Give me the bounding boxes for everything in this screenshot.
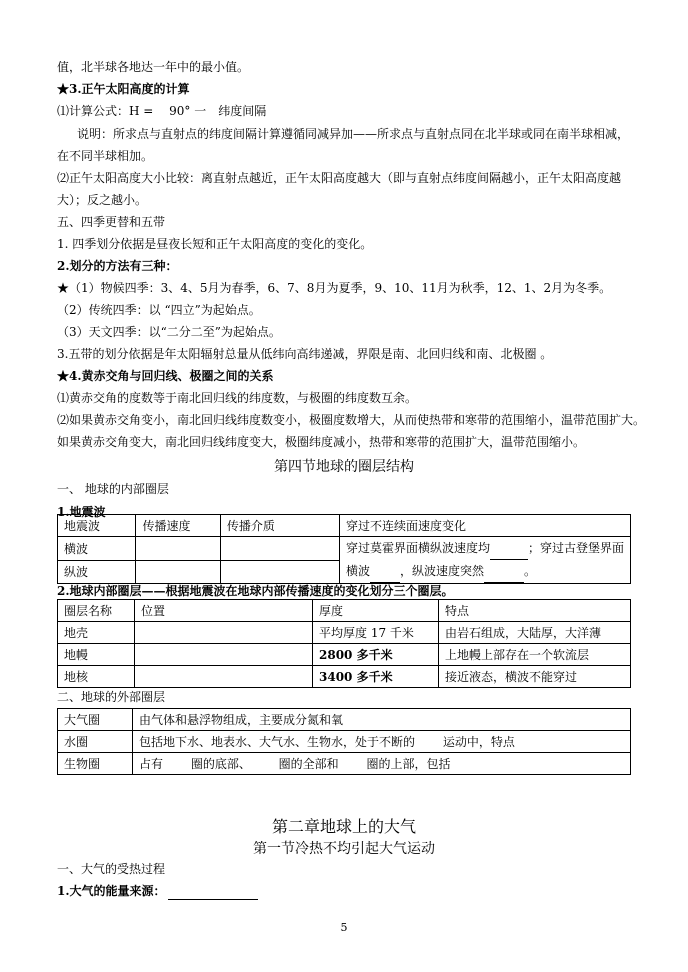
text-line: ⑵如果黄赤交角变小，南北回归线纬度数变小，极圈度数增大，从而使热带和寒带的范围缩小，温带范围扩大。 [57, 413, 646, 427]
section-title: 第四节地球的圈层结构 [274, 459, 414, 475]
text-line: 3.五带的划分依据是年太阳辐射总量从低纬向高纬递减，界限是南、北回归线和南、北极圈 。 [57, 347, 553, 361]
table-cell: 3400 多千米 [313, 666, 439, 688]
outer-layers-table [57, 708, 631, 775]
table-cell: 大气圈 [58, 709, 133, 731]
table-cell: 生物圈 [58, 753, 133, 775]
heading-seismic-waves: 1.地震波 [57, 505, 106, 519]
table-header: 圈层名称 [58, 600, 135, 622]
table-cell: 接近液态，横波不能穿过 [439, 666, 631, 688]
table-header: 传播介质 [220, 515, 339, 537]
text-line: ★4.黄赤交角与回归线、极圈之间的关系 [57, 369, 274, 383]
table-cell: 包括地下水、地表水、大气水、生物水，处于不断的 运动中，特点 [133, 731, 631, 753]
table-cell: 纵波 [58, 560, 136, 584]
blank-cell [136, 537, 220, 561]
text-line: 在不同半球相加。 [57, 149, 154, 163]
table-cell: 平均厚度 17 千米 [313, 622, 439, 644]
table-header: 地震波 [58, 515, 136, 537]
table-header: 穿过不连续面速度变化 [339, 515, 630, 537]
table-cell: 横波 [58, 537, 136, 561]
chapter-title: 第二章地球上的大气 [271, 817, 416, 836]
heading-inner-structure: 2.地球内部圈层——根据地震波在地球内部传播速度的变化划分三个圈层。 [57, 584, 454, 598]
table-cell: 水圈 [58, 731, 133, 753]
text-line: 2.划分的方法有三种： [57, 259, 178, 273]
table-cell: 地幔 [58, 644, 135, 666]
heading-outer-layers: 二、地球的外部圈层 [57, 690, 166, 704]
table-header: 特点 [439, 600, 631, 622]
table-header: 厚度 [313, 600, 439, 622]
text-line: ⑴黄赤交角的度数等于南北回归线的纬度数，与极圈的纬度数互余。 [57, 391, 418, 405]
text-line: （3）天文四季：以“二分二至”为起始点。 [57, 325, 281, 339]
blank-cell [135, 666, 313, 688]
text-line: ⑵正午太阳高度大小比较：离直射点越近，正午太阳高度越大（即与直射点纬度间隔越小，正午太阳高度越 [57, 171, 622, 185]
text-line: （2）传统四季：以 “四立”为起始点。 [57, 303, 261, 317]
heading-heating-process: 一、大气的受热过程 [57, 862, 166, 876]
text-line: ⑴计算公式：H = 90° 一 纬度间隔 [57, 104, 267, 118]
blank-cell [220, 537, 339, 561]
blank-cell [135, 644, 313, 666]
table-cell: 由气体和悬浮物组成，主要成分氮和氧 [133, 709, 631, 731]
page-number: 5 [340, 921, 348, 934]
text-line: 1. 四季划分依据是昼夜长短和正午太阳高度的变化的变化。 [57, 237, 373, 251]
table-cell: 上地幔上部存在一个软流层 [439, 644, 631, 666]
table-cell: 由岩石组成，大陆厚，大洋薄 [439, 622, 631, 644]
table-header: 位置 [135, 600, 313, 622]
text-line: 如果黄赤交角变大，南北回归线纬度变大，极圈纬度减小，热带和寒带的范围扩大，温带范围缩小。 [57, 435, 586, 449]
heading-seasons: 五、四季更替和五带 [57, 215, 166, 229]
table-header: 传播速度 [136, 515, 220, 537]
table-cell: 2800 多千米 [313, 644, 439, 666]
text-line: ★（1）物候四季：3、4、5月为春季，6、7、8月为夏季，9、10、11月为秋季，12、1、2月为冬季。 [57, 281, 612, 295]
text-line: 说明：所求点与直射点的纬度间隔计算遵循同减异加——所求点与直射点同在北半球或同在南半球相减， [77, 127, 630, 141]
section-title: 第一节冷热不均引起大气运动 [253, 841, 435, 857]
seismic-table [57, 514, 631, 584]
layers-table [57, 599, 631, 688]
heading-noon-altitude: ★3.正午太阳高度的计算 [57, 82, 190, 96]
blank-cell [220, 560, 339, 584]
text-line: 值，北半球各地达一年中的最小值。 [57, 60, 250, 74]
text-line: 大）；反之越小。 [57, 193, 148, 207]
blank-cell [136, 560, 220, 584]
table-cell: 地壳 [58, 622, 135, 644]
table-cell: 占有 圈的底部、 圈的全部和 圈的上部，包括 [133, 753, 631, 775]
heading-inner-layers: 一、 地球的内部圈层 [57, 482, 169, 496]
velocity-change-cell: 穿过莫霍界面横纵波速度均 ；穿过古登堡界面 横波 ，纵波速度突然 。 [339, 537, 630, 584]
blank-cell [135, 622, 313, 644]
table-cell: 地核 [58, 666, 135, 688]
energy-source-line: 1.大气的能量来源： [57, 883, 258, 900]
